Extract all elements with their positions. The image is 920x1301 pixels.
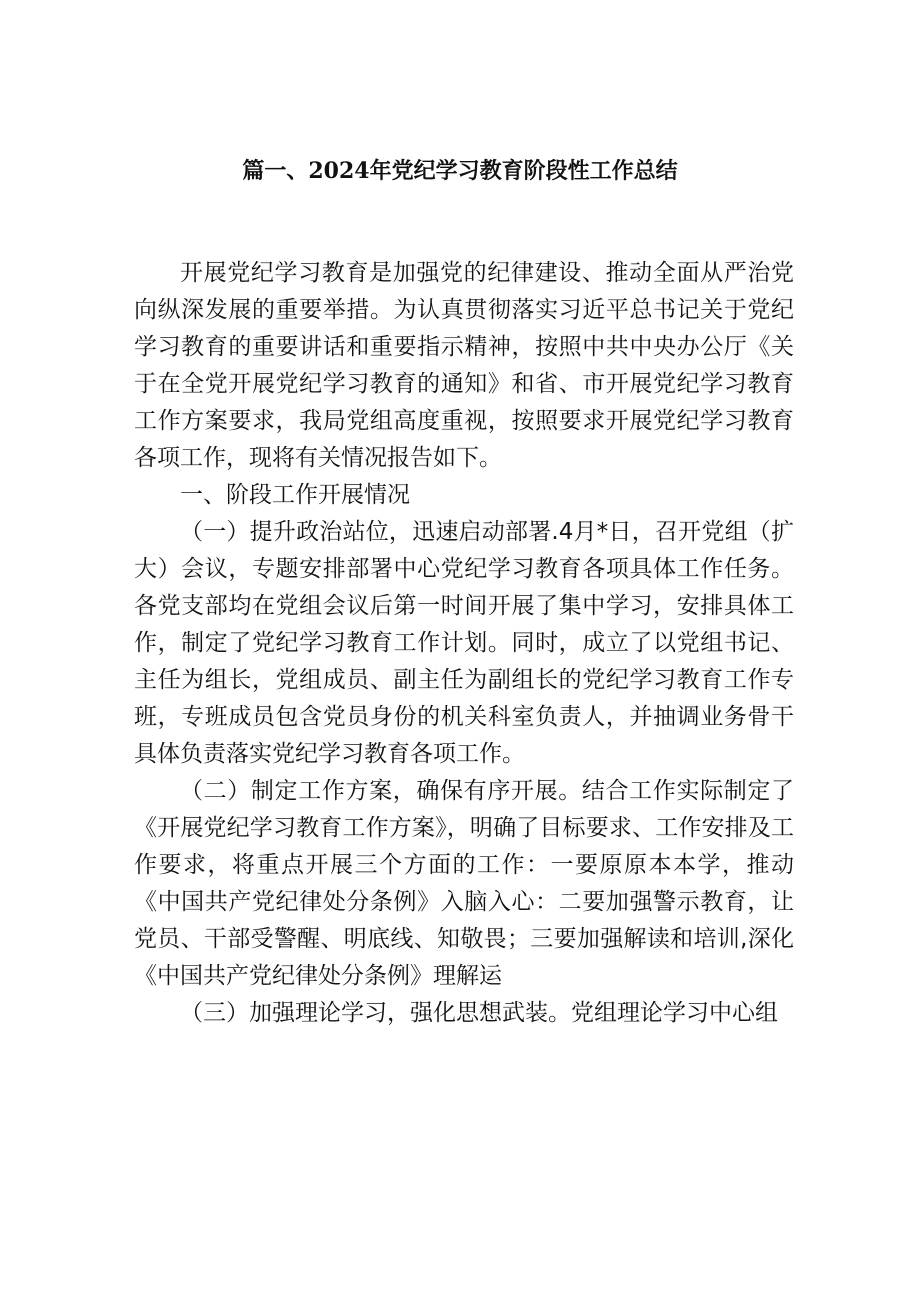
document-title: 篇一、2024年党纪学习教育阶段性工作总结 — [242, 158, 678, 184]
paragraph-item-1: （一）提升政治站位，迅速启动部署.4月*日，召开党组（扩大）会议，专题安排部署中心党纪学习教育各项具体工作任务。各党支部均在党组会议后第一时间开展了集中学习，安排具体工作，制定了党纪学习教育工作计划。同时，成立了以党组书记、主任为组长，党组成员、副主任为副组长的党纪学习教育工作专班，专班成员包含党员身份的机关科室负责人，并抽调业务骨干具体负责落实党纪学习教育各项工作。 — [134, 519, 794, 767]
document-body — [134, 255, 794, 1032]
paragraph-intro: 开展党纪学习教育是加强党的纪律建设、推动全面从严治党向纵深发展的重要举措。为认真贯彻落实习近平总书记关于党纪学习教育的重要讲话和重要指示精神，按照中共中央办公厅《关于在全党开展党纪学习教育的通知》和省、市开展党纪学习教育工作方案要求，我局党组高度重视，按照要求开展党纪学习教育各项工作，现将有关情况报告如下。 — [134, 260, 794, 471]
paragraph-item-3: （三）加强理论学习，强化思想武装。党组理论学习中心组 — [180, 1000, 778, 1026]
paragraph-item-2: （二）制定工作方案，确保有序开展。结合工作实际制定了《开展党纪学习教育工作方案》，明确了目标要求、工作安排及工作要求，将重点开展三个方面的工作：一要原原本本学，推动《中国共产党纪律处分条例》入脑入心：二要加强警示教育，让党员、干部受警醒、明底线、知敬畏；三要加强解读和培训,深化《中国共产党纪律处分条例》理解运 — [134, 778, 794, 989]
section-heading-1: 一、阶段工作开展情况 — [180, 482, 410, 508]
